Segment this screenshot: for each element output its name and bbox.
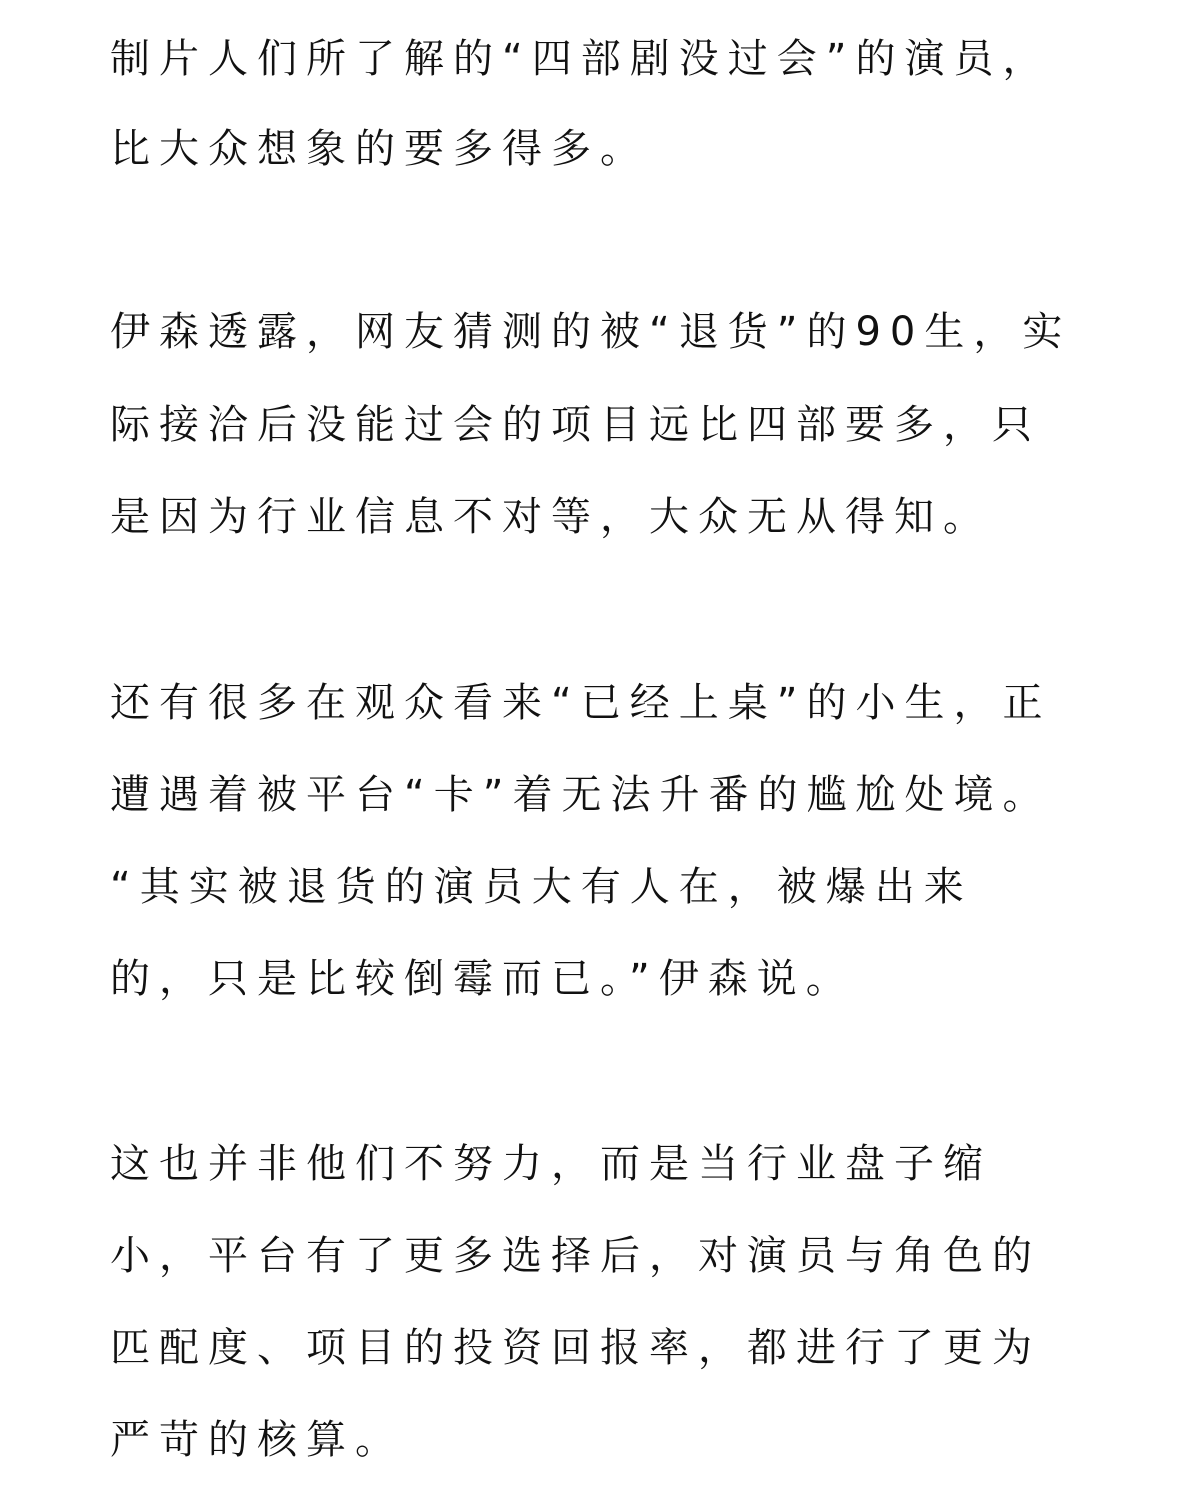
text-line: 际接洽后没能过会的项目远比四部要多，只 xyxy=(110,402,1041,448)
text-line: 的，只是比较倒霉而已。”伊森说。 xyxy=(110,956,855,1002)
text-line: 小，平台有了更多选择后，对演员与角色的 xyxy=(110,1233,1041,1279)
text-line: 制片人们所了解的“四部剧没过会”的演员， xyxy=(110,36,1052,82)
text-line: 遭遇着被平台“卡”着无法升番的尴尬处境。 xyxy=(110,772,1052,818)
text-line: 这也并非他们不努力，而是当行业盘子缩 xyxy=(110,1141,992,1187)
text-line: 严苛的核算。 xyxy=(110,1417,404,1463)
text-line: 匹配度、项目的投资回报率，都进行了更为 xyxy=(110,1325,1041,1371)
text-line: 比大众想象的要多得多。 xyxy=(110,126,649,172)
text-line: “其实被退货的演员大有人在，被爆出来 xyxy=(110,864,973,910)
text-line: 是因为行业信息不对等，大众无从得知。 xyxy=(110,494,992,540)
text-line: 伊森透露，网友猜测的被“退货”的90生，实 xyxy=(110,309,1072,355)
text-line: 还有很多在观众看来“已经上桌”的小生，正 xyxy=(110,680,1052,726)
